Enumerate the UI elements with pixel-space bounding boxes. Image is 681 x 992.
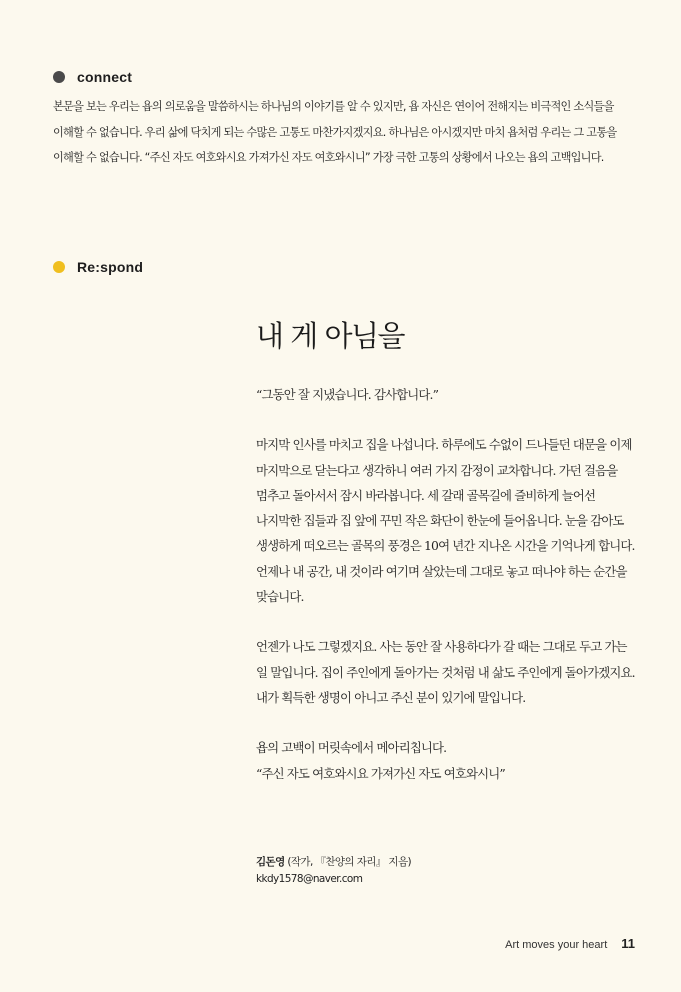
article-body xyxy=(256,382,636,786)
closing-line-1: 욥의 고백이 머릿속에서 메아리칩니다. xyxy=(256,740,447,756)
closing-line-2: “주신 자도 여호와시요 가져가신 자도 여호와시니” xyxy=(256,765,505,781)
closing-lines xyxy=(256,735,636,786)
respond-heading-label: Re:spond xyxy=(77,259,144,275)
respond-bullet-dot xyxy=(53,261,65,273)
author-role: (작가, 『찬양의 자리』 지음) xyxy=(284,856,412,868)
page-footer xyxy=(505,936,635,951)
author-line xyxy=(256,854,411,871)
author-email: kkdy1578@naver.com xyxy=(256,873,363,885)
article-paragraph-2: 언젠가 나도 그렇겠지요. 사는 동안 잘 사용하다가 갈 때는 그대로 두고 가는 일 말입니다. 집이 주인에게 돌아가는 것처럼 내 삶도 주인에게 돌아가겠지요. 내가 획득한 생명이 아니고 주신 분이 있기에 말입니다. xyxy=(256,639,635,705)
author-name: 김돈영 xyxy=(256,856,285,868)
opening-quote: “그동안 잘 지냈습니다. 감사합니다.” xyxy=(256,387,439,402)
page-number: 11 xyxy=(621,936,635,951)
respond-heading xyxy=(53,259,143,275)
article-title: 내 게 아님을 xyxy=(256,319,405,353)
footer-tagline: Art moves your heart xyxy=(505,939,608,951)
connect-heading-label: connect xyxy=(77,69,133,85)
connect-heading xyxy=(53,69,132,85)
connect-body-text: 본문을 보는 우리는 욥의 의로움을 말씀하시는 하나님의 이야기를 알 수 있지만, 욥 자신은 연이어 전해지는 비극적인 소식들을 이해할 수 없습니다. 우리 삶에 닥치게 되는 수많은 고통도 마찬가지겠지요. 하나님은 아시겠지만 마치 욥처럼 우리는 그 고통을 이해할 수 없습니다. “주신 자도 여호와시요 가져가신 자도 여호와시니” 가장 극한 고통의 상황에서 나오는 욥의 고백입니다. xyxy=(53,100,617,165)
connect-bullet-dot xyxy=(53,71,65,83)
article-paragraph-1: 마지막 인사를 마치고 집을 나섭니다. 하루에도 수없이 드나들던 대문을 이제 마지막으로 닫는다고 생각하니 여러 가지 감정이 교차합니다. 가던 걸음을 멈추고 돌아서서 잠시 바라봅니다. 세 갈래 골목길에 즐비하게 늘어선 나지막한 집들과 집 앞에 꾸민 작은 화단이 한눈에 들어옵니다. 눈을 감아도 생생하게 떠오르는 골목의 풍경은 10여 년간 지나온 시간을 기억나게 합니다. 언제나 내 공간, 내 것이라 여기며 살았는데 그대로 놓고 떠나야 하는 순간을 맞습니다. xyxy=(256,437,635,605)
author-byline xyxy=(256,854,411,888)
